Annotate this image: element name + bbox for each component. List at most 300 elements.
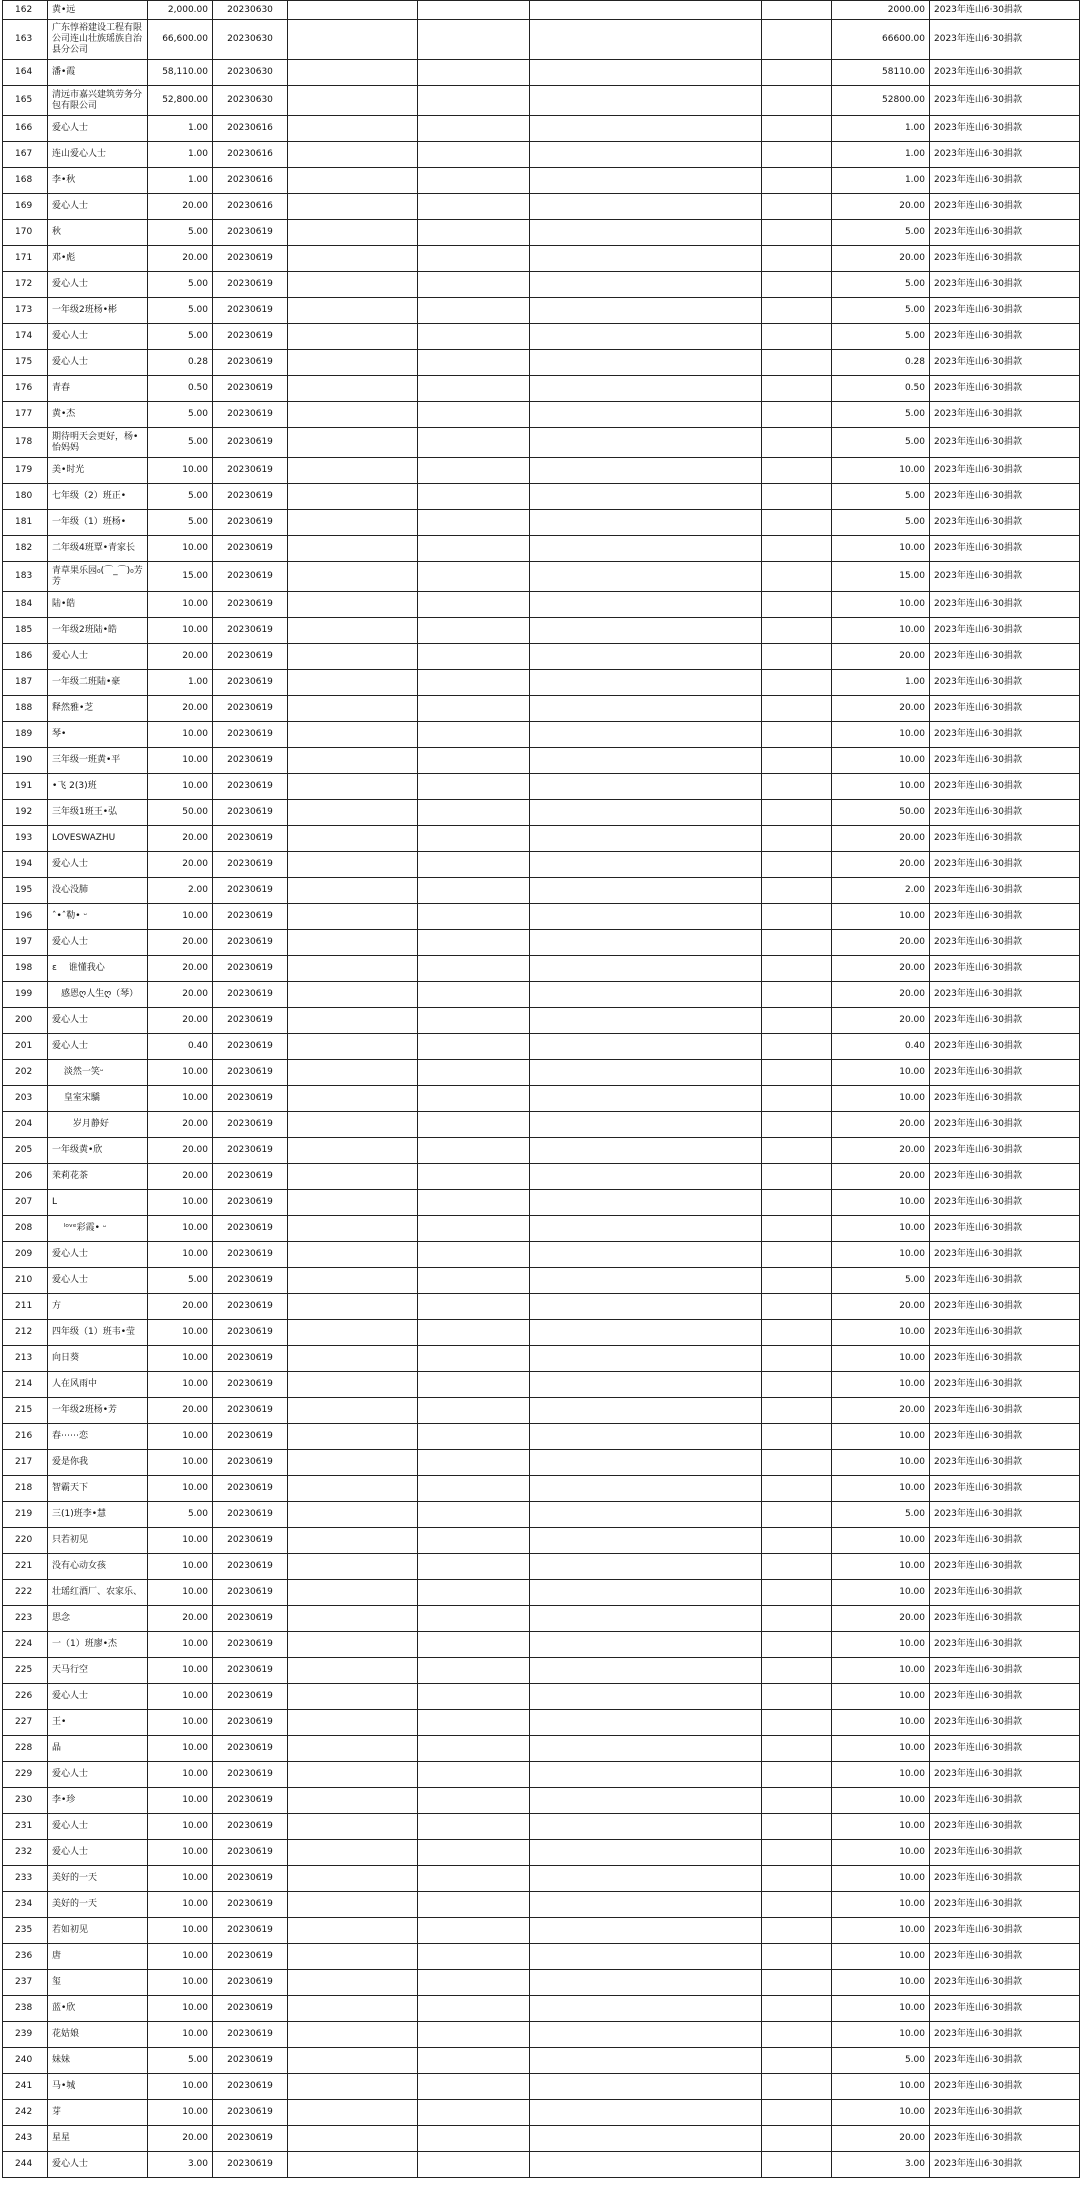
empty-cell: [418, 826, 530, 852]
empty-cell: [762, 852, 832, 878]
empty-cell: [288, 878, 418, 904]
empty-cell: [530, 1450, 762, 1476]
donor-name: 爱心人士: [48, 1762, 148, 1788]
empty-cell: [288, 1, 418, 20]
donation-date: 20230619: [213, 510, 288, 536]
table-row: [3, 1502, 1080, 1528]
donation-purpose: 2023年连山6·30捐款: [930, 1060, 1080, 1086]
empty-cell: [418, 168, 530, 194]
row-number: 230: [3, 1788, 48, 1814]
donor-name: 花姑娘: [48, 2022, 148, 2048]
donation-date: 20230616: [213, 116, 288, 142]
donor-name: 爱心人士: [48, 2152, 148, 2178]
table-row: [3, 402, 1080, 428]
table-row: [3, 428, 1080, 458]
empty-cell: [418, 142, 530, 168]
table-row: [3, 1138, 1080, 1164]
empty-cell: [762, 956, 832, 982]
empty-cell: [530, 1320, 762, 1346]
row-number: 221: [3, 1554, 48, 1580]
empty-cell: [418, 1736, 530, 1762]
empty-cell: [288, 1372, 418, 1398]
donor-name: 淡然一笑ᵕ: [48, 1060, 148, 1086]
table-row: [3, 1372, 1080, 1398]
table-row: [3, 904, 1080, 930]
table-row: [3, 1320, 1080, 1346]
donation-date: 20230619: [213, 484, 288, 510]
donor-name: 壮瑶红酒厂、农家乐、: [48, 1580, 148, 1606]
donation-purpose: 2023年连山6·30捐款: [930, 1996, 1080, 2022]
empty-cell: [288, 1918, 418, 1944]
empty-cell: [418, 748, 530, 774]
empty-cell: [762, 1112, 832, 1138]
donation-purpose: 2023年连山6·30捐款: [930, 428, 1080, 458]
empty-cell: [418, 246, 530, 272]
table-row: [3, 562, 1080, 592]
donation-amount: 20.00: [148, 1164, 213, 1190]
empty-cell: [762, 1840, 832, 1866]
donation-amount: 2,000.00: [148, 1, 213, 20]
empty-cell: [530, 1216, 762, 1242]
empty-cell: [530, 1112, 762, 1138]
empty-cell: [530, 1970, 762, 1996]
empty-cell: [288, 774, 418, 800]
empty-cell: [530, 484, 762, 510]
empty-cell: [288, 376, 418, 402]
donation-amount: 20.00: [148, 246, 213, 272]
empty-cell: [288, 1710, 418, 1736]
empty-cell: [530, 1788, 762, 1814]
empty-cell: [288, 930, 418, 956]
empty-cell: [288, 1190, 418, 1216]
table-row: [3, 2100, 1080, 2126]
donation-total: 10.00: [832, 1424, 930, 1450]
empty-cell: [288, 1944, 418, 1970]
empty-cell: [288, 1788, 418, 1814]
table-row: [3, 1034, 1080, 1060]
donation-purpose: 2023年连山6·30捐款: [930, 1788, 1080, 1814]
donation-total: 5.00: [832, 484, 930, 510]
empty-cell: [418, 774, 530, 800]
empty-cell: [530, 1268, 762, 1294]
donation-purpose: 2023年连山6·30捐款: [930, 826, 1080, 852]
empty-cell: [762, 1632, 832, 1658]
donor-name: 一年级2班杨•彬: [48, 298, 148, 324]
donation-purpose: 2023年连山6·30捐款: [930, 1398, 1080, 1424]
donation-purpose: 2023年连山6·30捐款: [930, 1658, 1080, 1684]
donation-amount: 10.00: [148, 2100, 213, 2126]
donor-name: 王•: [48, 1710, 148, 1736]
row-number: 184: [3, 592, 48, 618]
row-number: 203: [3, 1086, 48, 1112]
donation-date: 20230619: [213, 1814, 288, 1840]
empty-cell: [288, 20, 418, 60]
empty-cell: [288, 1970, 418, 1996]
table-row: [3, 1918, 1080, 1944]
row-number: 167: [3, 142, 48, 168]
empty-cell: [418, 722, 530, 748]
donation-purpose: 2023年连山6·30捐款: [930, 1632, 1080, 1658]
donation-total: 10.00: [832, 592, 930, 618]
table-row: [3, 510, 1080, 536]
donation-date: 20230619: [213, 774, 288, 800]
empty-cell: [418, 1320, 530, 1346]
table-row: [3, 142, 1080, 168]
empty-cell: [418, 1242, 530, 1268]
empty-cell: [288, 562, 418, 592]
donation-purpose: 2023年连山6·30捐款: [930, 376, 1080, 402]
empty-cell: [288, 618, 418, 644]
table-row: [3, 618, 1080, 644]
empty-cell: [288, 1580, 418, 1606]
empty-cell: [762, 982, 832, 1008]
donor-name: 爱心人士: [48, 1684, 148, 1710]
empty-cell: [762, 1944, 832, 1970]
empty-cell: [530, 2048, 762, 2074]
empty-cell: [418, 1944, 530, 1970]
donation-amount: 10.00: [148, 1372, 213, 1398]
row-number: 218: [3, 1476, 48, 1502]
row-number: 231: [3, 1814, 48, 1840]
empty-cell: [418, 1502, 530, 1528]
table-row: [3, 246, 1080, 272]
donor-name: 一年级黄•欣: [48, 1138, 148, 1164]
empty-cell: [288, 956, 418, 982]
empty-cell: [530, 1814, 762, 1840]
donation-date: 20230619: [213, 1424, 288, 1450]
donation-date: 20230619: [213, 1216, 288, 1242]
donation-amount: 50.00: [148, 800, 213, 826]
empty-cell: [288, 1892, 418, 1918]
row-number: 193: [3, 826, 48, 852]
donation-purpose: 2023年连山6·30捐款: [930, 696, 1080, 722]
donation-amount: 20.00: [148, 644, 213, 670]
empty-cell: [288, 1216, 418, 1242]
donor-name: 爱心人士: [48, 644, 148, 670]
empty-cell: [762, 1970, 832, 1996]
donation-total: 20.00: [832, 982, 930, 1008]
donation-total: 5.00: [832, 2048, 930, 2074]
donor-name: 释然雅•芝: [48, 696, 148, 722]
row-number: 183: [3, 562, 48, 592]
donation-date: 20230619: [213, 220, 288, 246]
table-row: [3, 1294, 1080, 1320]
donation-amount: 10.00: [148, 774, 213, 800]
empty-cell: [530, 1554, 762, 1580]
empty-cell: [762, 60, 832, 86]
donor-name: 向日葵: [48, 1346, 148, 1372]
donation-purpose: 2023年连山6·30捐款: [930, 510, 1080, 536]
donation-purpose: 2023年连山6·30捐款: [930, 1970, 1080, 1996]
table-row: [3, 1476, 1080, 1502]
donation-amount: 20.00: [148, 930, 213, 956]
donation-total: 10.00: [832, 1866, 930, 1892]
donation-amount: 10.00: [148, 1528, 213, 1554]
donation-amount: 20.00: [148, 1008, 213, 1034]
table-row: [3, 458, 1080, 484]
row-number: 234: [3, 1892, 48, 1918]
empty-cell: [288, 510, 418, 536]
donation-total: 10.00: [832, 1372, 930, 1398]
donation-purpose: 2023年连山6·30捐款: [930, 1918, 1080, 1944]
donation-date: 20230619: [213, 956, 288, 982]
row-number: 175: [3, 350, 48, 376]
row-number: 200: [3, 1008, 48, 1034]
table-row: [3, 956, 1080, 982]
empty-cell: [762, 930, 832, 956]
row-number: 225: [3, 1658, 48, 1684]
table-row: [3, 1060, 1080, 1086]
donation-amount: 10.00: [148, 592, 213, 618]
table-row: [3, 376, 1080, 402]
empty-cell: [762, 1580, 832, 1606]
row-number: 209: [3, 1242, 48, 1268]
empty-cell: [530, 272, 762, 298]
empty-cell: [418, 562, 530, 592]
donation-date: 20230619: [213, 272, 288, 298]
row-number: 194: [3, 852, 48, 878]
donation-total: 10.00: [832, 1346, 930, 1372]
empty-cell: [288, 60, 418, 86]
donation-total: 10.00: [832, 1190, 930, 1216]
donor-name: 晶: [48, 1736, 148, 1762]
donation-total: 5.00: [832, 402, 930, 428]
donation-amount: 20.00: [148, 2126, 213, 2152]
empty-cell: [418, 930, 530, 956]
empty-cell: [288, 2152, 418, 2178]
table-row: [3, 748, 1080, 774]
donor-name: 七年级（2）班正•: [48, 484, 148, 510]
table-row: [3, 1346, 1080, 1372]
empty-cell: [530, 1138, 762, 1164]
empty-cell: [288, 2074, 418, 2100]
empty-cell: [418, 2152, 530, 2178]
donor-name: 广东惇裕建设工程有限公司连山壮族瑶族自治县分公司: [48, 20, 148, 60]
donation-purpose: 2023年连山6·30捐款: [930, 852, 1080, 878]
donation-total: 5.00: [832, 298, 930, 324]
empty-cell: [530, 2126, 762, 2152]
donation-date: 20230616: [213, 194, 288, 220]
row-number: 177: [3, 402, 48, 428]
donation-purpose: 2023年连山6·30捐款: [930, 2074, 1080, 2100]
empty-cell: [418, 1528, 530, 1554]
empty-cell: [418, 1762, 530, 1788]
donation-purpose: 2023年连山6·30捐款: [930, 1320, 1080, 1346]
empty-cell: [762, 1320, 832, 1346]
donation-purpose: 2023年连山6·30捐款: [930, 930, 1080, 956]
row-number: 187: [3, 670, 48, 696]
row-number: 165: [3, 86, 48, 116]
donation-date: 20230619: [213, 1086, 288, 1112]
donation-total: 20.00: [832, 1112, 930, 1138]
empty-cell: [530, 2100, 762, 2126]
donation-date: 20230619: [213, 1164, 288, 1190]
donor-name: 三年级一班黄•平: [48, 748, 148, 774]
donation-total: 20.00: [832, 194, 930, 220]
donation-amount: 5.00: [148, 1502, 213, 1528]
donation-amount: 66,600.00: [148, 20, 213, 60]
row-number: 188: [3, 696, 48, 722]
empty-cell: [418, 428, 530, 458]
empty-cell: [288, 1814, 418, 1840]
empty-cell: [530, 510, 762, 536]
empty-cell: [762, 2100, 832, 2126]
row-number: 235: [3, 1918, 48, 1944]
donation-purpose: 2023年连山6·30捐款: [930, 592, 1080, 618]
empty-cell: [762, 1294, 832, 1320]
empty-cell: [418, 1788, 530, 1814]
donor-name: 蓝•欣: [48, 1996, 148, 2022]
donor-name: 没有心动女孩: [48, 1554, 148, 1580]
row-number: 228: [3, 1736, 48, 1762]
row-number: 216: [3, 1424, 48, 1450]
donation-purpose: 2023年连山6·30捐款: [930, 1840, 1080, 1866]
empty-cell: [530, 800, 762, 826]
empty-cell: [418, 194, 530, 220]
table-row: [3, 1632, 1080, 1658]
donation-amount: 10.00: [148, 536, 213, 562]
table-row: [3, 722, 1080, 748]
donor-name: 美好的一天: [48, 1892, 148, 1918]
donation-total: 20.00: [832, 1398, 930, 1424]
empty-cell: [530, 852, 762, 878]
table-row: [3, 1866, 1080, 1892]
empty-cell: [418, 536, 530, 562]
empty-cell: [762, 1086, 832, 1112]
donation-date: 20230619: [213, 1710, 288, 1736]
donation-amount: 10.00: [148, 1944, 213, 1970]
empty-cell: [762, 1398, 832, 1424]
row-number: 242: [3, 2100, 48, 2126]
empty-cell: [530, 592, 762, 618]
donation-date: 20230619: [213, 1190, 288, 1216]
row-number: 237: [3, 1970, 48, 1996]
row-number: 238: [3, 1996, 48, 2022]
empty-cell: [288, 1684, 418, 1710]
empty-cell: [418, 2074, 530, 2100]
empty-cell: [530, 774, 762, 800]
empty-cell: [418, 878, 530, 904]
donation-amount: 15.00: [148, 562, 213, 592]
empty-cell: [418, 1632, 530, 1658]
donation-date: 20230619: [213, 298, 288, 324]
donation-amount: 10.00: [148, 1788, 213, 1814]
empty-cell: [762, 1424, 832, 1450]
donor-name: 感恩ღ人生ღ（琴）: [48, 982, 148, 1008]
empty-cell: [288, 1554, 418, 1580]
donation-date: 20230619: [213, 1294, 288, 1320]
table-row: [3, 1736, 1080, 1762]
donation-total: 20.00: [832, 852, 930, 878]
empty-cell: [762, 670, 832, 696]
empty-cell: [288, 2022, 418, 2048]
table-row: [3, 168, 1080, 194]
empty-cell: [530, 116, 762, 142]
empty-cell: [530, 1632, 762, 1658]
empty-cell: [762, 168, 832, 194]
donation-purpose: 2023年连山6·30捐款: [930, 1580, 1080, 1606]
table-row: [3, 644, 1080, 670]
empty-cell: [762, 1996, 832, 2022]
empty-cell: [418, 458, 530, 484]
donor-name: 李•珍: [48, 1788, 148, 1814]
donation-amount: 10.00: [148, 1918, 213, 1944]
donation-date: 20230619: [213, 1580, 288, 1606]
empty-cell: [288, 536, 418, 562]
donation-date: 20230619: [213, 1918, 288, 1944]
donation-purpose: 2023年连山6·30捐款: [930, 1346, 1080, 1372]
donation-amount: 5.00: [148, 1268, 213, 1294]
donation-total: 20.00: [832, 644, 930, 670]
donation-purpose: 2023年连山6·30捐款: [930, 458, 1080, 484]
donation-date: 20230630: [213, 86, 288, 116]
donation-purpose: 2023年连山6·30捐款: [930, 982, 1080, 1008]
row-number: 226: [3, 1684, 48, 1710]
donation-amount: 5.00: [148, 324, 213, 350]
row-number: 182: [3, 536, 48, 562]
donation-amount: 5.00: [148, 428, 213, 458]
empty-cell: [762, 1060, 832, 1086]
donation-date: 20230619: [213, 1944, 288, 1970]
donation-purpose: 2023年连山6·30捐款: [930, 774, 1080, 800]
empty-cell: [762, 86, 832, 116]
donation-purpose: 2023年连山6·30捐款: [930, 20, 1080, 60]
donation-amount: 10.00: [148, 1996, 213, 2022]
empty-cell: [288, 484, 418, 510]
empty-cell: [762, 272, 832, 298]
donation-total: 20.00: [832, 1606, 930, 1632]
donor-name: 爱心人士: [48, 1008, 148, 1034]
table-row: [3, 1970, 1080, 1996]
donation-purpose: 2023年连山6·30捐款: [930, 562, 1080, 592]
donation-purpose: 2023年连山6·30捐款: [930, 1372, 1080, 1398]
donation-amount: 5.00: [148, 220, 213, 246]
donation-purpose: 2023年连山6·30捐款: [930, 618, 1080, 644]
empty-cell: [288, 458, 418, 484]
empty-cell: [288, 1060, 418, 1086]
donation-total: 20.00: [832, 246, 930, 272]
empty-cell: [762, 1164, 832, 1190]
donation-total: 20.00: [832, 2126, 930, 2152]
table-row: [3, 1710, 1080, 1736]
empty-cell: [762, 1502, 832, 1528]
row-number: 192: [3, 800, 48, 826]
empty-cell: [762, 428, 832, 458]
donation-date: 20230619: [213, 644, 288, 670]
empty-cell: [530, 1840, 762, 1866]
empty-cell: [762, 1554, 832, 1580]
donor-name: 爱心人士: [48, 1268, 148, 1294]
donation-date: 20230619: [213, 562, 288, 592]
empty-cell: [762, 774, 832, 800]
row-number: 164: [3, 60, 48, 86]
table-row: [3, 20, 1080, 60]
empty-cell: [530, 1190, 762, 1216]
table-row: [3, 878, 1080, 904]
table-row: [3, 350, 1080, 376]
row-number: 215: [3, 1398, 48, 1424]
donation-purpose: 2023年连山6·30捐款: [930, 324, 1080, 350]
row-number: 240: [3, 2048, 48, 2074]
empty-cell: [418, 1554, 530, 1580]
empty-cell: [418, 1814, 530, 1840]
row-number: 219: [3, 1502, 48, 1528]
table-row: [3, 1268, 1080, 1294]
donation-total: 1.00: [832, 168, 930, 194]
table-row: [3, 1450, 1080, 1476]
donation-total: 10.00: [832, 1996, 930, 2022]
empty-cell: [288, 2126, 418, 2152]
